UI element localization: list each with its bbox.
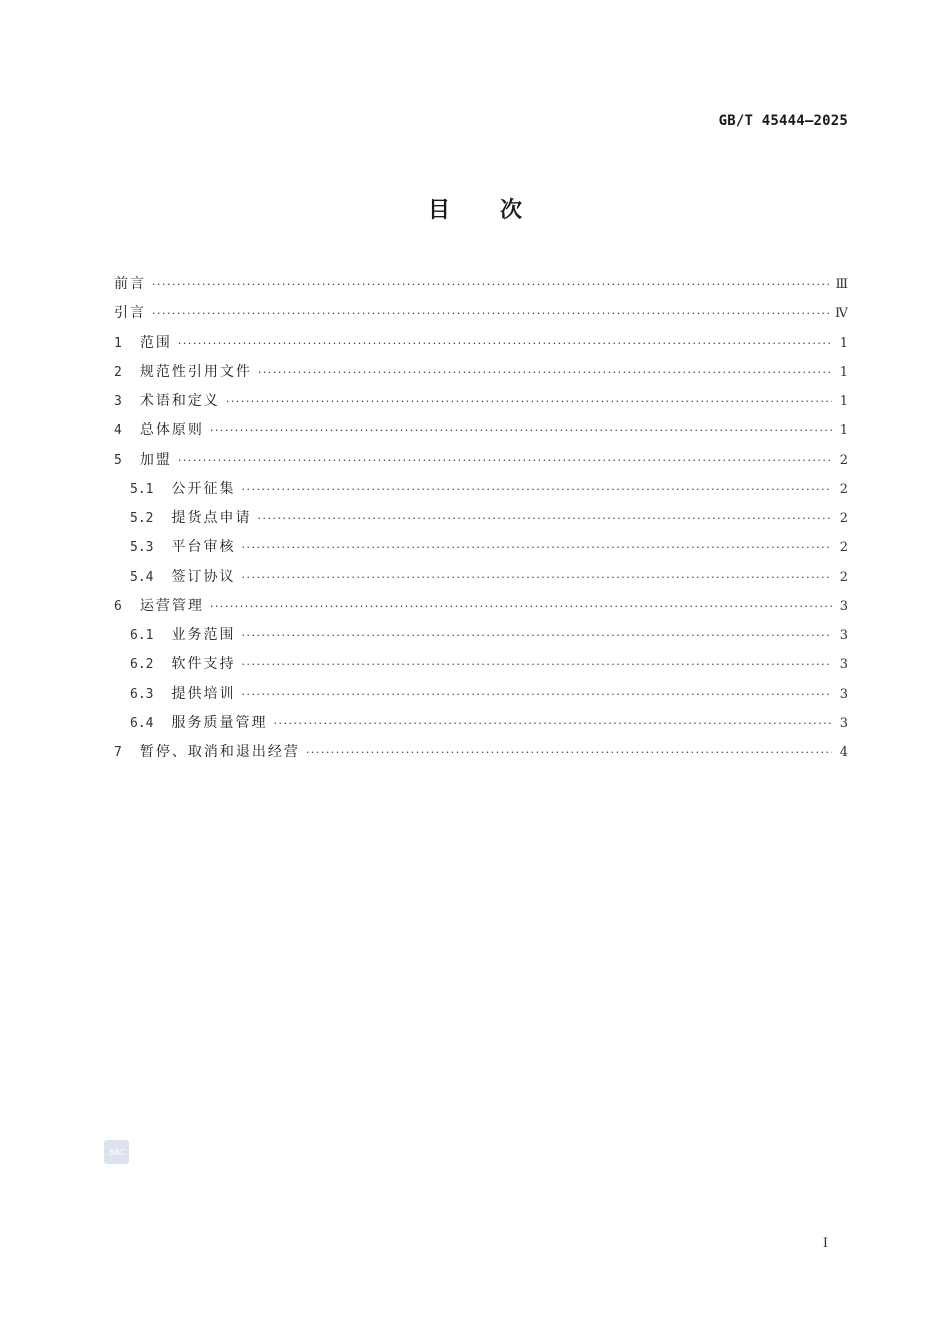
toc-dot-leader — [241, 475, 832, 504]
toc-entry-page: 2 — [839, 481, 848, 497]
sac-logo-text: SAC — [108, 1147, 125, 1157]
toc-entry-page: 3 — [839, 628, 848, 643]
toc-dot-leader — [241, 621, 832, 650]
toc-entry-page: 1 — [839, 335, 848, 351]
toc-entry-number: 3 — [114, 394, 122, 409]
toc-entry-number: 7 — [114, 745, 122, 760]
toc-dot-leader — [257, 504, 832, 533]
toc-entry-label: 前言 — [114, 276, 146, 292]
toc-entry[interactable] — [114, 738, 848, 767]
toc-entry-label: 服务质量管理 — [171, 714, 268, 731]
toc-entry[interactable] — [114, 680, 848, 709]
toc-entry-number: 5.2 — [130, 511, 154, 526]
toc-entry-label: 运营管理 — [139, 597, 204, 614]
toc-entry[interactable] — [114, 592, 848, 621]
toc-entry[interactable] — [114, 299, 848, 328]
toc-entry-page: 2 — [839, 511, 848, 526]
toc-dot-leader — [210, 592, 832, 621]
toc-entry-number: 1 — [114, 335, 122, 351]
toc-entry-number: 5.3 — [130, 540, 154, 556]
toc-entry-page: 2 — [839, 452, 848, 468]
toc-entry-label: 引言 — [114, 305, 146, 322]
toc-entry-number: 6 — [114, 598, 122, 614]
toc-entry-number: 5 — [114, 452, 122, 468]
toc-entry-label: 平台审核 — [171, 539, 236, 556]
toc-entry-page: 2 — [839, 540, 848, 556]
toc-entry-page: 3 — [839, 686, 848, 702]
toc-dot-leader — [210, 416, 832, 445]
standard-code: GB/T 45444—2025 — [718, 113, 848, 129]
toc-dot-leader — [241, 680, 832, 709]
toc-dot-leader — [226, 387, 832, 416]
toc-entry[interactable] — [114, 563, 848, 592]
toc-entry[interactable] — [114, 709, 848, 738]
toc-entry-page: 1 — [839, 364, 848, 380]
toc-entry-number: 6.2 — [130, 657, 154, 673]
toc-entry-number: 5.4 — [130, 569, 154, 585]
toc-entry-number: 6.4 — [130, 715, 154, 731]
toc-entry-label: 提供培训 — [171, 685, 236, 702]
toc-dot-leader — [178, 446, 832, 475]
toc-entry-page: 1 — [839, 423, 848, 439]
toc-entry-number: 2 — [114, 364, 122, 380]
toc-entry-label: 总体原则 — [139, 422, 204, 439]
toc-entry-page: 3 — [839, 657, 848, 673]
toc-entry[interactable] — [114, 416, 848, 445]
toc-dot-leader — [152, 299, 829, 328]
toc-dot-leader — [241, 563, 832, 592]
toc-entry[interactable] — [114, 446, 848, 475]
toc-entry-label: 签订协议 — [171, 568, 236, 585]
page-number: I — [822, 1236, 828, 1251]
toc-dot-leader — [306, 738, 832, 767]
toc-entry-number: 6.1 — [130, 628, 154, 643]
toc-entry-label: 术语和定义 — [139, 393, 220, 409]
table-of-contents — [114, 270, 848, 767]
toc-entry[interactable] — [114, 387, 848, 416]
toc-entry-label: 软件支持 — [171, 656, 236, 673]
toc-entry[interactable] — [114, 650, 848, 679]
toc-entry[interactable] — [114, 475, 848, 504]
toc-entry-label: 公开征集 — [171, 480, 236, 497]
toc-dot-leader — [258, 358, 832, 387]
toc-dot-leader — [178, 329, 832, 358]
toc-entry-page: 1 — [839, 394, 848, 409]
toc-entry-label: 提货点申请 — [171, 510, 252, 526]
toc-entry-page: 4 — [839, 745, 848, 760]
toc-dot-leader — [241, 533, 832, 562]
toc-entry[interactable] — [114, 504, 848, 533]
toc-title: 目次 — [427, 198, 572, 223]
toc-entry-number: 5.1 — [130, 481, 154, 497]
toc-entry-page: Ⅲ — [835, 277, 848, 292]
toc-entry-number: 6.3 — [130, 686, 154, 702]
toc-entry[interactable] — [114, 621, 848, 650]
toc-entry-page: 2 — [839, 569, 848, 585]
toc-entry[interactable] — [114, 270, 848, 299]
toc-entry-label: 暂停、取消和退出经营 — [139, 744, 300, 760]
toc-dot-leader — [273, 709, 832, 738]
toc-entry-page: Ⅳ — [835, 306, 848, 322]
toc-entry[interactable] — [114, 533, 848, 562]
toc-entry-label: 业务范围 — [171, 627, 236, 643]
sac-logo-icon — [104, 1140, 129, 1164]
toc-entry-number: 4 — [114, 423, 122, 439]
toc-entry-label: 范围 — [139, 334, 172, 351]
toc-dot-leader — [152, 270, 829, 299]
toc-entry-page: 3 — [839, 598, 848, 614]
toc-entry[interactable] — [114, 358, 848, 387]
toc-entry-label: 加盟 — [139, 451, 172, 468]
toc-dot-leader — [241, 650, 832, 679]
toc-entry-page: 3 — [839, 715, 848, 731]
toc-entry[interactable] — [114, 329, 848, 358]
toc-entry-label: 规范性引用文件 — [139, 363, 252, 380]
